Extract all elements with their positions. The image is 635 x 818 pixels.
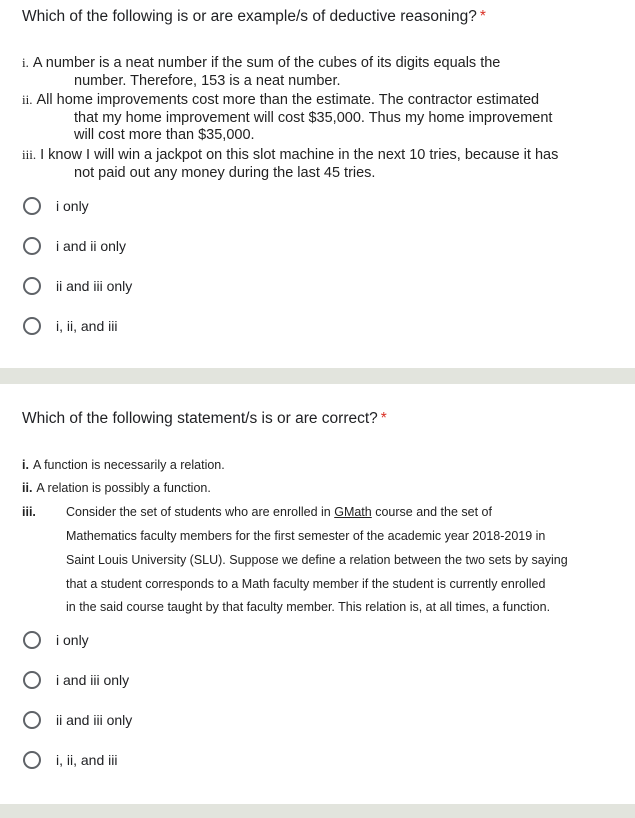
card-separator [0,368,635,384]
q2-option-i-and-iii-only[interactable] [23,670,129,690]
statement-text: A function is necessarily a relation. [32,458,225,472]
q2-option-i-only[interactable] [23,630,89,650]
option-label: i, ii, and iii [56,752,118,768]
statement-line: number. Therefore, 153 is a neat number. [74,72,341,89]
required-mark: * [479,8,486,25]
statement-2-iii-line-1 [66,505,492,519]
option-label: i only [56,198,89,214]
q2-option-ii-and-iii-only[interactable] [23,710,132,730]
option-label: i and iii only [56,672,130,688]
statement-line: I know I will win a jackpot on this slot machine in the next 10 tries, because it has [40,147,559,163]
question-1-title-text: Which of the following is or are example/s of deductive reasoning? [22,8,477,25]
statement-line: Consider the set of students who are enrolled in [66,505,335,519]
statement-2-iii-line-4: that a student corresponds to a Math faculty member if the student is currently enrolled [66,577,546,591]
statement-line: that my home improvement will cost $35,000. Thus my home improvement [74,109,553,126]
question-2-title-text: Which of the following statement/s is or are correct? [22,410,378,427]
statement-line: course and the set of [371,505,492,519]
radio-button[interactable] [23,671,41,689]
radio-button[interactable] [23,751,41,769]
statement-number: ii. [22,92,33,107]
statement-2-i [22,458,225,472]
statement-number: ii. [22,481,33,495]
question-2-title [22,410,387,428]
card-separator [0,804,635,818]
statement-number: iii. [22,147,37,162]
statement-text: A relation is possibly a function. [36,481,211,495]
radio-button[interactable] [23,277,41,295]
option-label: i and ii only [56,238,127,254]
gmath-link[interactable]: GMath [334,505,372,519]
question-card-2 [0,384,635,804]
statement-1-iii [22,146,622,182]
statement-line: not paid out any money during the last 45 tries. [74,164,376,181]
q1-option-ii-and-iii-only[interactable] [23,276,132,296]
option-label: i only [56,632,89,648]
q1-option-i-and-ii-only[interactable] [23,236,126,256]
question-1-title [22,8,486,26]
option-label: i, ii, and iii [56,318,118,334]
radio-button[interactable] [23,711,41,729]
q1-option-i-only[interactable] [23,196,89,216]
statement-number: iii. [22,505,36,519]
statement-line: A number is a neat number if the sum of the cubes of its digits equals the [32,55,501,71]
statement-1-i [22,54,622,90]
radio-button[interactable] [23,317,41,335]
statement-2-ii [22,481,211,495]
statement-2-iii-line-2: Mathematics faculty members for the first semester of the academic year 2018-2019 in [66,529,546,543]
radio-button[interactable] [23,237,41,255]
statement-line: All home improvements cost more than the estimate. The contractor estimated [36,92,540,108]
statement-1-ii [22,91,622,145]
radio-button[interactable] [23,197,41,215]
radio-button[interactable] [23,631,41,649]
statement-number: i. [22,458,29,472]
option-label: ii and iii only [56,712,133,728]
statement-number: i. [22,55,29,70]
q1-option-all[interactable] [23,316,117,336]
option-label: ii and iii only [56,278,133,294]
statement-2-iii-line-5: in the said course taught by that faculty member. This relation is, at all times, a function. [66,600,551,614]
required-mark: * [380,410,387,427]
statement-line: will cost more than $35,000. [74,127,255,143]
q2-option-all[interactable] [23,750,117,770]
statement-2-iii-line-3: Saint Louis University (SLU). Suppose we define a relation between the two sets by saying [66,553,568,567]
